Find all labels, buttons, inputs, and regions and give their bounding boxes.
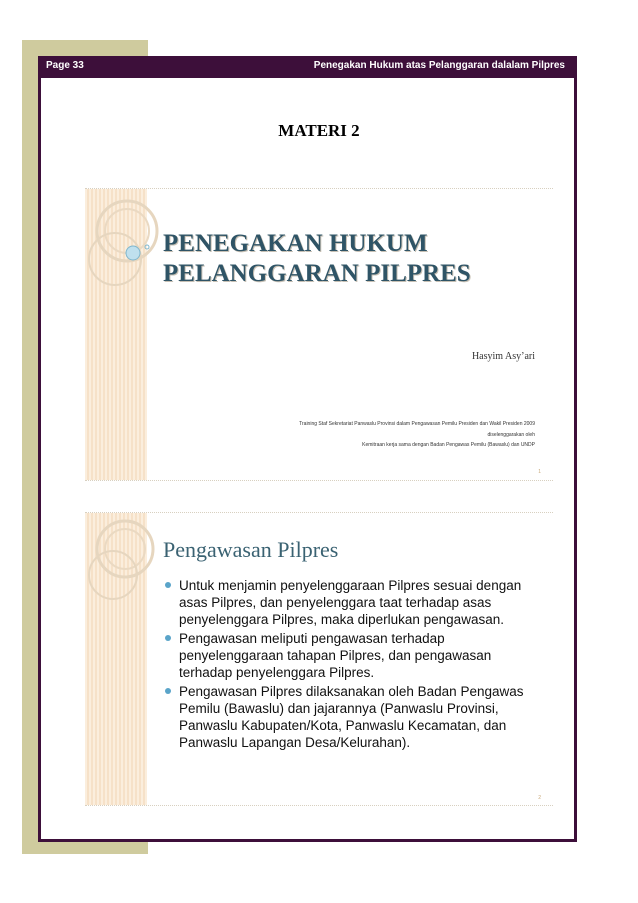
page-header xyxy=(38,56,577,78)
slide-1-number: 1 xyxy=(538,469,541,475)
slide-2 xyxy=(85,512,553,806)
bullet-text: Pengawasan Pilpres dilaksanakan oleh Badan Pengawas Pemilu (Bawaslu) dan jajarannya (Panwaslu Provinsi, Panwaslu Kabupaten/Kota, Panwaslu Kecamatan, dan Panwaslu Lapangan Desa/Kelurahan). xyxy=(179,684,524,750)
organizer-line: diselenggarakan oleh xyxy=(487,432,535,438)
bullet-item xyxy=(163,577,545,628)
slide-1 xyxy=(85,188,553,481)
document-title: Penegakan Hukum atas Pelanggaran dalalam Pilpres xyxy=(313,60,565,71)
bullet-icon xyxy=(165,688,171,694)
ring-ornament xyxy=(85,189,165,309)
bullet-text: Untuk menjamin penyelenggaraan Pilpres sesuai dengan asas Pilpres, dan penyelenggara taat terhadap asas penyelenggara Pilpres, maka diperlukan pengawasan. xyxy=(179,578,522,627)
partner-line: Kemitraan kerja sama dengan Badan Pengawas Pemilu (Bawaslu) dan UNDP xyxy=(362,442,535,448)
section-heading: MATERI 2 xyxy=(278,121,360,140)
page-number: Page 33 xyxy=(46,60,84,71)
slide-2-number: 2 xyxy=(538,795,541,801)
bullet-icon xyxy=(165,582,171,588)
training-line: Training Staf Sekretariat Panwaslu Provinsi dalam Pengawasan Pemilu Presiden dan Wakil Presiden 2009 xyxy=(299,421,535,427)
author-name: Hasyim Asy’ari xyxy=(471,351,535,362)
ring-ornament xyxy=(85,513,165,613)
bullet-list xyxy=(163,577,545,753)
bullet-text: Pengawasan meliputi pengawasan terhadap penyelenggaraan tahapan Pilpres, dan pengawasan terhadap penyelenggara Pilpres. xyxy=(179,631,492,680)
bullet-item xyxy=(163,683,545,751)
slide-2-title: Pengawasan Pilpres xyxy=(163,537,339,562)
slide-1-title-line-1: PENEGAKAN HUKUM xyxy=(163,230,428,257)
bullet-item xyxy=(163,630,545,681)
bullet-icon xyxy=(165,635,171,641)
slide-1-title-line-2: PELANGGARAN PILPRES xyxy=(163,260,471,287)
slide-1-title xyxy=(163,229,543,289)
